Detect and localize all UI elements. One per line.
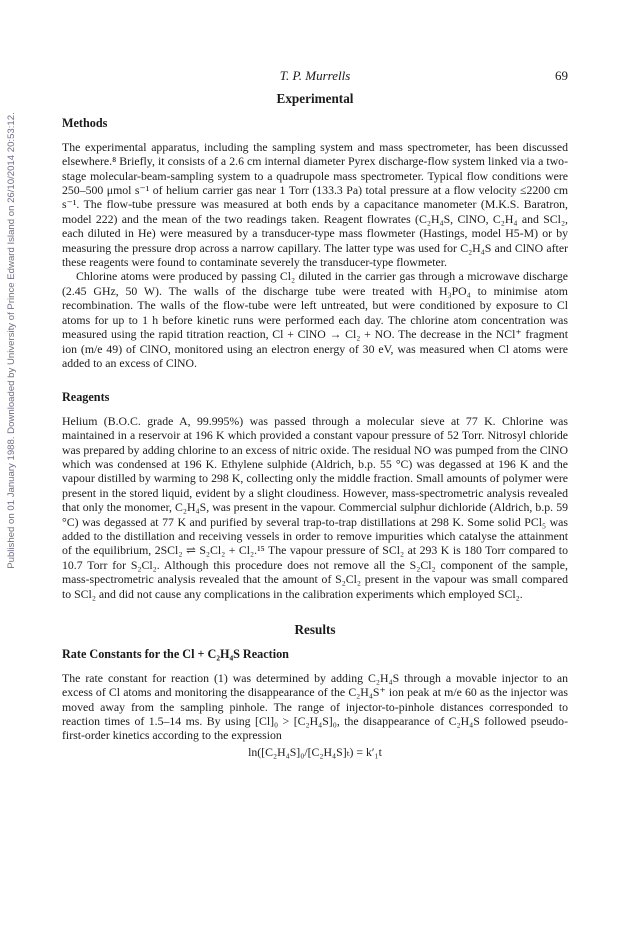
subsection-heading-reagents: Reagents: [62, 390, 110, 405]
download-watermark-text: Published on 01 January 1988. Downloaded by University of Prince Edward Island on 26/10/2014 20:53:12.: [5, 111, 17, 569]
section-spacer: [62, 370, 568, 390]
methods-paragraph-1: The experimental apparatus, including the sampling system and mass spectrometer, has been discussed elsewhere.⁸ Briefly, it consists of a 2.6 cm internal diameter Pyrex discharge-flow system linked via a two-stage molecular-beam-sampling system to a quadrupole mass spectrometer. Typical flow conditions were 250–500 μmol s⁻¹ of helium carrier gas near 1 Torr (133.3 Pa) total pressure at a flow velocity ≤2200 cm s⁻¹. The flow-tube pressure was measured at both ends by a capacitance manometer (M.K.S. Baratron, model 222) and the mean of the two readings taken. Reagent flowrates (C₂H₄S, ClNO, C₂H₄ and SCl₂, each diluted in He) were measured by a transducer-type mass flowmeter (Hastings, model H5-M) or by measuring the pressure drop across a narrow capillary. The latter type was used for C₂H₄S and ClNO after these reagents were found to contaminate severely the transducer-type flowmeter.: [62, 139, 568, 270]
subsection-heading-methods: Methods: [62, 116, 108, 131]
section-spacer: [62, 601, 568, 623]
download-watermark: [4, 80, 18, 600]
methods-paragraph-2: Chlorine atoms were produced by passing Cl₂ diluted in the carrier gas through a microwave discharge (2.45 GHz, 50 W). The walls of the discharge tube were treated with H₃PO₄ to minimise atom recombination. The walls of the flow-tube were left untreated, but were conditioned by exposure to Cl atoms for up to 1 h before kinetic runs were performed each day. The chlorine atom concentration was measured using the rapid titration reaction, Cl + ClNO → Cl₂ + NO. The decrease in the NCl⁺ fragment ion (m/e 49) of ClNO, monitored using an electron energy of 30 eV, was measured when Cl atoms were added to an excess of ClNO.: [62, 269, 568, 370]
reagents-paragraph: Helium (B.O.C. grade A, 99.995%) was passed through a molecular sieve at 77 K. Chlorine was maintained in a reservoir at 196 K which provided a constant vapour pressure of 52 Torr. Nitrosyl chloride was prepared by adding chlorine to an excess of nitric oxide. The residual NO was pumped from the ClNO which was condensed at 196 K. Ethylene sulphide (Aldrich, b.p. 55 °C) was degassed at 196 K and the vapour distilled by warming to 298 K, collecting only the middle fraction. Small amounts of polymer were present in the stored liquid, evident by a slight cloudiness. However, mass-spectrometric analysis revealed that only the monomer, C₂H₄S, was present in the vapour. Commercial sulphur dichloride (Aldrich, b.p. 59 °C) was degassed at 77 K and purified by several trap-to-trap distillations at 298 K. Some solid PCl₅ was added to the distillation and receiving vessels in order to remove impurities which catalyse the attainment of the equilibrium, 2SCl₂ ⇌ S₂Cl₂ + Cl₂.¹⁵ The vapour pressure of SCl₂ at 293 K is 180 Torr compared to 10.7 Torr for S₂Cl₂. Although this procedure does not remove all the S₂Cl₂ component of the sample, mass-spectrometric analysis revealed that the amount of S₂Cl₂ present in the vapour was small compared to SCl₂ and did not cause any complications in the calibration experiments which employed SCl₂.: [62, 413, 568, 601]
subsection-heading-rate-constants: Rate Constants for the Cl + C₂H₄S Reaction: [62, 647, 289, 662]
running-head: T. P. Murrells: [279, 68, 351, 83]
page-header: [62, 68, 568, 86]
section-title-results: Results: [294, 622, 336, 637]
article-body: [62, 92, 568, 759]
section-title-experimental: Experimental: [276, 91, 354, 106]
page-number: 69: [555, 68, 568, 83]
rate-equation: ln([C₂H₄S]₀/[C₂H₄S]ₜ) = k′₁t: [248, 744, 382, 759]
results-paragraph: The rate constant for reaction (1) was determined by adding C₂H₄S through a movable injector to an excess of Cl atoms and monitoring the disappearance of the C₂H₄S⁺ ion peak at m/e 60 as the injector was moved away from the sampling pinhole. The range of injector-to-pinhole distances corresponded to reaction times of 1.5–14 ms. By using [Cl]₀ > [C₂H₄S]₀, the disappearance of C₂H₄S followed pseudo-first-order kinetics according to the expression: [62, 670, 568, 743]
